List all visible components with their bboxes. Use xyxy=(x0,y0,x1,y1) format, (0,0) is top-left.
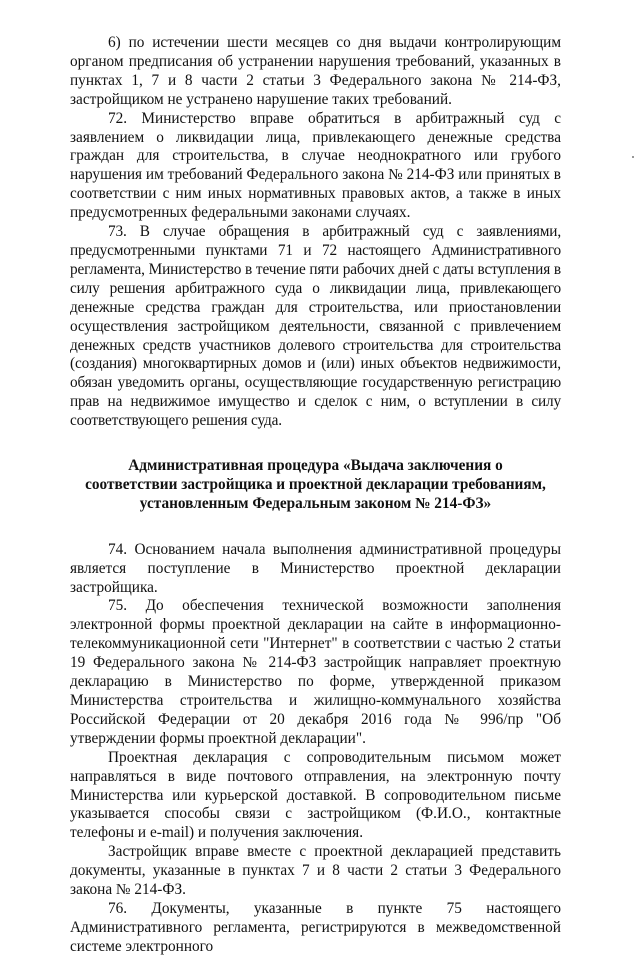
paragraph-73: 73. В случае обращения в арбитражный суд с заявлениями, предусмотренными пунктами 71 и 72 настоящего Административного регламента, Министерство в течение пяти рабочих дней с даты вступления в силу решения арбитражного суда о ликвидации лица, привлекающего денежные средства граждан для строительства, или приостановлении осуществления застройщиком деятельности, связанной с привлечением денежных средств участников долевого строительства для строительства (создания) многоквартирных домов и (или) иных объектов недвижимости, обязан уведомить органы, осуществляющие государственную регистрацию прав на недвижимое имущество и сделок с ним, о вступлении в силу соответствующего решения суда. xyxy=(70,223,561,430)
section-heading xyxy=(70,457,561,514)
paragraph-75: 75. До обеспечения технической возможности заполнения электронной формы проектной декларации на сайте в информационно-телекоммуникационной сети "Интернет" в соответствии с частью 2 статьи 19 Федерального закона № 214-ФЗ застройщик направляет проектную декларацию в Министерство по форме, утвержденной приказом Министерства строительства и жилищно-коммунального хозяйства Российской Федерации от 20 декабря 2016 года № 996/пр "Об утверждении формы проектной декларации". xyxy=(70,597,561,747)
paragraph-75-delivery: Проектная декларация с сопроводительным письмом может направляться в виде почтового отправления, на электронную почту Министерства или курьерской доставкой. В сопроводительном письме указывается способы связи с застройщиком (Ф.И.О., контактные телефоны и e-mail) и получения заключения. xyxy=(70,748,561,842)
section-heading-line-1: Административная процедура «Выдача заключения о xyxy=(128,457,503,475)
paragraph-6: 6) по истечении шести месяцев со дня выдачи контролирующим органом предписания об устранении нарушения требований, указанных в пунктах 1, 7 и 8 части 2 статьи 3 Федерального закона № 214-ФЗ, застройщиком не устранено нарушение таких требований. xyxy=(70,34,561,108)
paragraph-74: 74. Основанием начала выполнения административной процедуры является поступление в Министерство проектной декларации застройщика. xyxy=(70,540,561,596)
document-body xyxy=(70,34,561,957)
scan-speck xyxy=(632,156,634,158)
paragraph-76: 76. Документы, указанные в пункте 75 настоящего Административного регламента, регистрируются в межведомственной системе электронного xyxy=(70,899,561,955)
section-heading-line-3: установленным Федеральным законом № 214-ФЗ» xyxy=(139,494,492,512)
paragraph-72: 72. Министерство вправе обратиться в арбитражный суд с заявлением о ликвидации лица, привлекающего денежные средства граждан для строительства, в случае неоднократного или грубого нарушения им требований Федерального закона № 214-ФЗ или принятых в соответствии с ним иных нормативных правовых актов, а также в иных предусмотренных федеральными законами случаях. xyxy=(70,109,561,222)
section-heading-line-2: соответствии застройщика и проектной декларации требованиям, xyxy=(85,475,546,493)
paragraph-75-documents: Застройщик вправе вместе с проектной декларацией представить документы, указанные в пунктах 7 и 8 части 2 статьи 3 Федерального закона № 214-ФЗ. xyxy=(70,843,561,899)
